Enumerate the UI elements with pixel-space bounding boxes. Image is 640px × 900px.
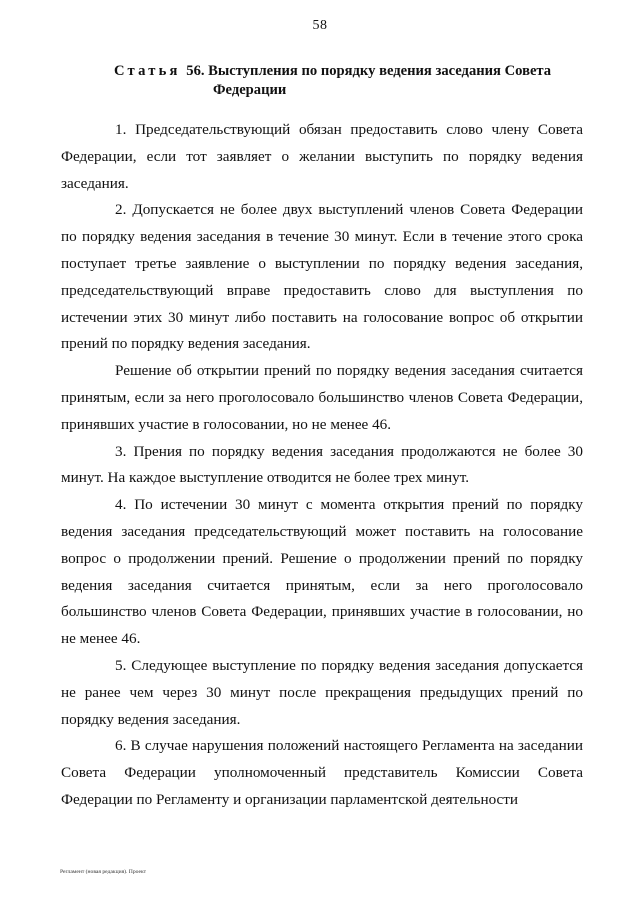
article-title-line1: 56. Выступления по порядку ведения заседания Совета bbox=[186, 63, 552, 79]
article-body bbox=[61, 117, 583, 814]
paragraph-3: 3. Прения по порядку ведения заседания продолжаются не более 30 минут. На каждое выступление отводится не более трех минут. bbox=[61, 442, 583, 487]
paragraph-2: 2. Допускается не более двух выступлений членов Совета Федерации по порядку ведения заседания в течение 30 минут. Если в течение этого срока поступает третье заявление о выступлении по порядку ведения заседания, председательствующий вправе предоставить слово для выступления по истечении этих 30 минут либо поставить на голосование вопрос об открытии прений по порядку ведения заседания. bbox=[61, 201, 583, 353]
footer-note: Регламент (новая редакция). Проект bbox=[60, 869, 147, 875]
paragraph-6: 6. В случае нарушения положений настоящего Регламента на заседании Совета Федерации уполномоченный представитель Комиссии Совета Федерации по Регламенту и организации парламентской деятельности bbox=[61, 737, 583, 808]
paragraph-5: 5. Следующее выступление по порядку ведения заседания допускается не ранее чем через 30 минут после прекращения предыдущих прений по порядку ведения заседания. bbox=[61, 656, 583, 728]
article-heading bbox=[114, 62, 584, 100]
paragraph-4: 4. По истечении 30 минут с момента открытия прений по порядку ведения заседания председательствующий может поставить на голосование вопрос о продолжении прений. Решение о продолжении прений по порядку ведения заседания считается принятым, если за него проголосовало большинство членов Совета Федерации, принявших участие в голосовании, но не менее 46. bbox=[61, 496, 583, 648]
article-label: Статья bbox=[114, 63, 181, 79]
paragraph-2-continuation: Решение об открытии прений по порядку ведения заседания считается принятым, если за него проголосовало большинство членов Совета Федерации, принявших участие в голосовании, но не менее 46. bbox=[61, 362, 583, 433]
page-number: 58 bbox=[312, 18, 328, 33]
paragraph-1: 1. Председательствующий обязан предоставить слово члену Совета Федерации, если тот заявляет о желании выступить по порядку ведения заседания. bbox=[61, 121, 583, 192]
article-title-line2: Федерации bbox=[213, 82, 287, 98]
